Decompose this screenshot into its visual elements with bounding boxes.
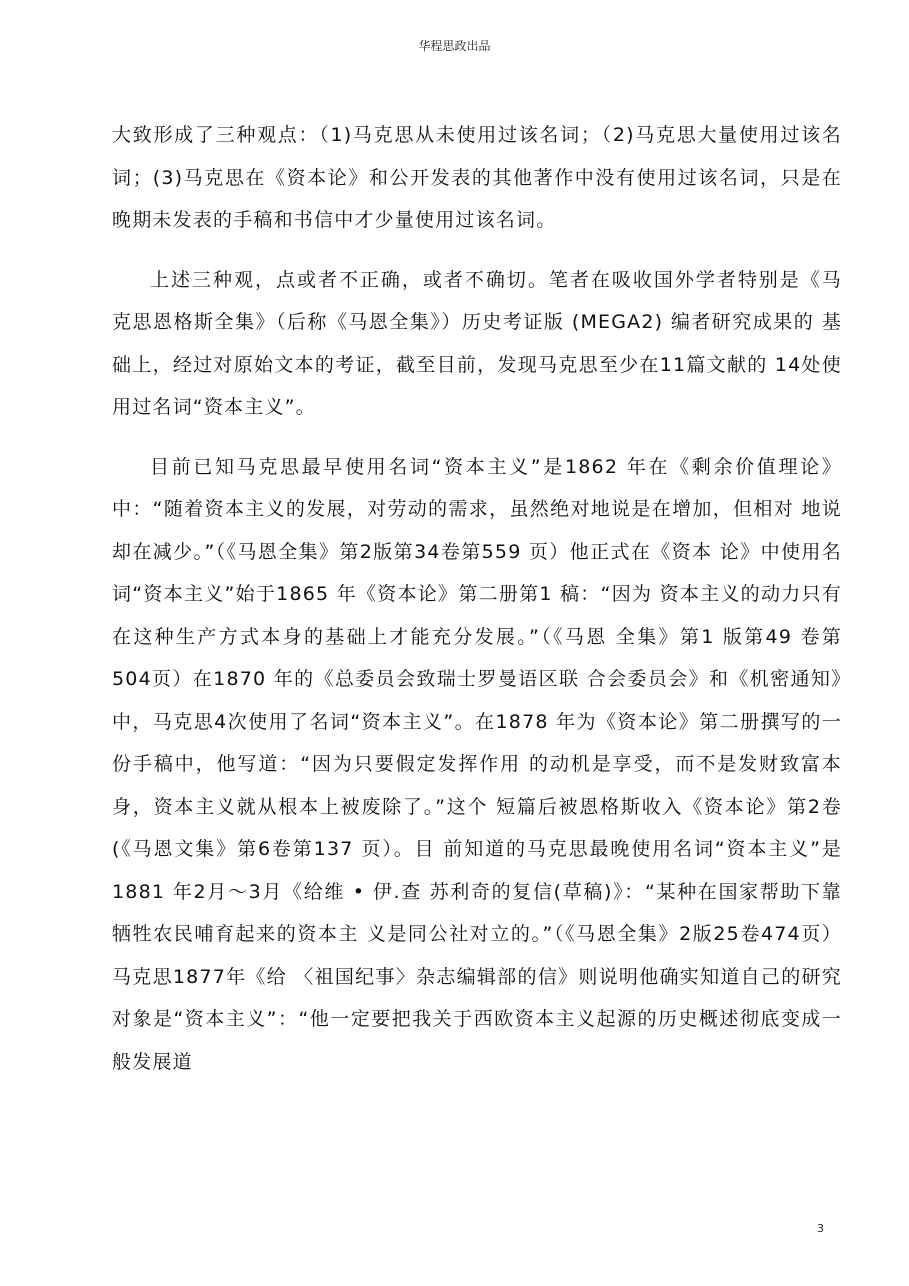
page-header: 华程思政出品 bbox=[418, 39, 491, 53]
page-number: 3 bbox=[817, 1222, 824, 1235]
document-body bbox=[112, 114, 842, 1083]
paragraph-1: 大致形成了三种观点：（1)马克思从未使用过该名词；（2)马克思大量使用过该名词；(3)马克思在《资本论》和公开发表的其他著作中没有使用过该名词，只是在晚期未发表的手稿和书信中才少量使用过该名词。 bbox=[112, 124, 842, 231]
paragraph-3: 目前已知马克思最早使用名词“资本主义”是1862 年在《剩余价值理论》 中：“随着资本主义的发展，对劳动的需求，虽然绝对地说是在增加，但相对 地说却在减少。”（《马恩全集》第2版第34卷第559 页）他正式在《资本 论》中使用名词“资本主义”始于1865 年《资本论》第二册第1 稿：“因为 资本主义的动力只有在这种生产方式本身的基础上才能充分发展。”（《马恩 全集》第1 版第49 卷第504页）在1870 年的《总委员会致瑞士罗曼语区联 合会委员会》和《机密通知》中，马克思4次使用了名词“资本主义”。在1878 年为《资本论》第二册撰写的一份手稿中，他写道：“因为只要假定发挥作用 的动机是享受，而不是发财致富本身，资本主义就从根本上被废除了。”这个 短篇后被恩格斯收入《资本论》第2卷(《马恩文集》第6卷第137 页）。目 前知道的马克思最晚使用名词“资本主义”是1881 年2月～3月《给维 • 伊.查 苏利奇的复信(草稿)》：“某种在国家帮助下靠牺牲农民哺育起来的资本主 义是同公社对立的。”（《马恩全集》2版25卷474页）马克思1877年《给 〈祖国纪事〉杂志编辑部的信》则说明他确实知道自己的研究对象是“资本主义”：“他一定要把我关于西欧资本主义起源的历史概述彻底变成一般发展道 bbox=[112, 455, 842, 1073]
paragraph-2: 上述三种观，点或者不正确，或者不确切。笔者在吸收国外学者特别是《马 克思恩格斯全集》（后称《马恩全集》）历史考证版 (MEGA2) 编者研究成果的 基础上，经过对原始文本的考证，截至目前，发现马克思至少在11篇文献的 14处使用过名词“资本主义”。 bbox=[112, 268, 842, 418]
